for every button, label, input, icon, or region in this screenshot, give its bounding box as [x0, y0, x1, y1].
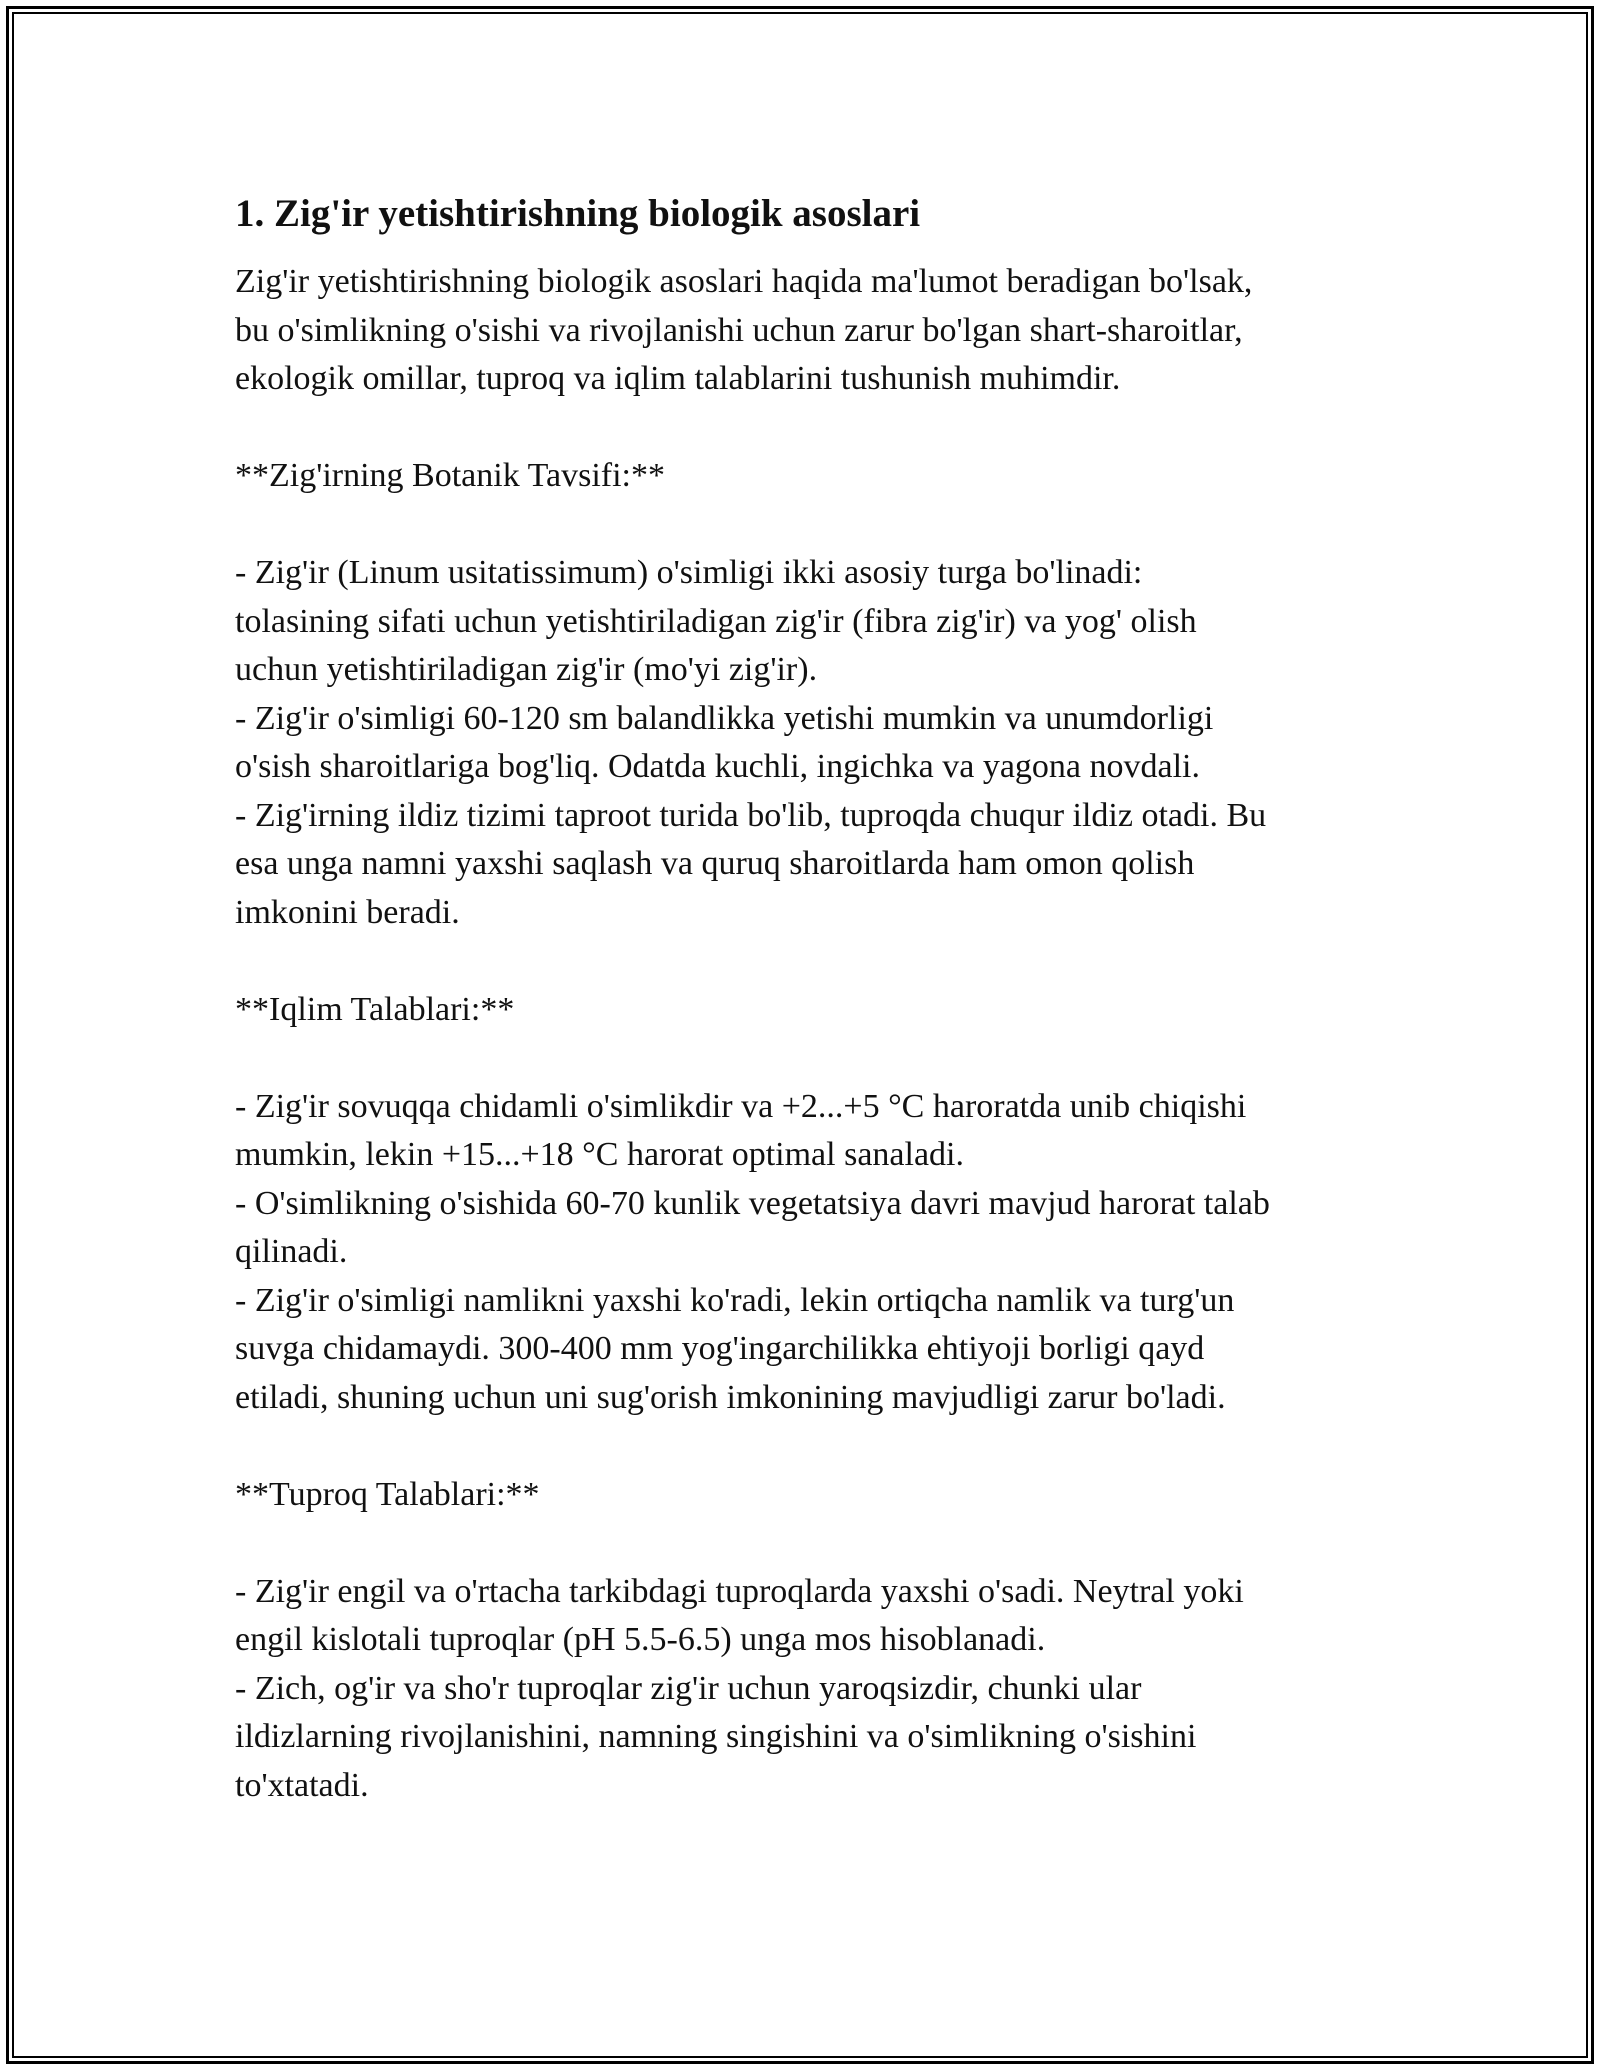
text-line: ildizlarning rivojlanishini, namning singishini va o'simlikning o'sishini: [235, 1718, 1197, 1755]
text-line: uchun yetishtiriladigan zig'ir (mo'yi zig'ir).: [235, 651, 818, 688]
text-line: - Zich, og'ir va sho'r tuproqlar zig'ir uchun yaroqsizdir, chunki ular: [235, 1669, 1142, 1707]
text-line: suvga chidamaydi. 300-400 mm yog'ingarchilikka ehtiyoji borligi qayd: [235, 1330, 1205, 1367]
text-line: mumkin, lekin +15...+18 °C harorat optimal sanaladi.: [235, 1136, 964, 1173]
text-line: bu o'simlikning o'sishi va rivojlanishi uchun zarur bo'lgan shart-sharoitlar,: [235, 311, 1243, 349]
paragraph-gap: [235, 1034, 1375, 1083]
paragraph-gap: [235, 501, 1375, 550]
text-line: - Zig'ir sovuqqa chidamli o'simlikdir va +2...+5 °C haroratda unib chiqishi: [235, 1087, 1247, 1125]
paragraph-gap: [235, 1519, 1375, 1568]
tuproq-paragraph: [235, 1568, 1375, 1811]
tuproq-title: **Tuproq Talablari:**: [235, 1475, 540, 1513]
text-line: engil kislotali tuproqlar (pH 5.5-6.5) unga mos hisoblanadi.: [235, 1621, 1046, 1658]
paragraph-gap: [235, 937, 1375, 986]
text-line: to'xtatadi.: [235, 1766, 369, 1804]
document-body: [235, 186, 1375, 1810]
text-line: qilinadi.: [235, 1233, 348, 1270]
text-line: - Zig'ir (Linum usitatissimum) o'simligi ikki asosiy turga bo'linadi:: [235, 554, 1143, 591]
botanik-title: **Zig'irning Botanik Tavsifi:**: [235, 457, 665, 494]
text-line: esa unga namni yaxshi saqlash va quruq sharoitlarda ham omon qolish: [235, 845, 1195, 882]
text-line: tolasining sifati uchun yetishtiriladigan zig'ir (fibra zig'ir) va yog' olish: [235, 602, 1197, 640]
text-line: - Zig'ir o'simligi 60-120 sm balandlikka yetishi mumkin va unumdorligi: [235, 699, 1214, 737]
iqlim-paragraph: [235, 1083, 1375, 1423]
paragraph-gap: [235, 1422, 1375, 1471]
intro-paragraph: [235, 258, 1375, 404]
text-line: o'sish sharoitlariga bog'liq. Odatda kuchli, ingichka va yagona novdali.: [235, 748, 1200, 785]
text-line: - O'simlikning o'sishida 60-70 kunlik vegetatsiya davri mavjud harorat talab: [235, 1184, 1270, 1222]
text-line: etiladi, shuning uchun uni sug'orish imkonining mavjudligi zarur bo'ladi.: [235, 1378, 1226, 1416]
text-line: ekologik omillar, tuproq va iqlim talablarini tushunish muhimdir.: [235, 360, 1121, 397]
text-line: - Zig'irning ildiz tizimi taproot turida bo'lib, tuproqda chuqur ildiz otadi. Bu: [235, 796, 1267, 834]
iqlim-title: **Iqlim Talablari:**: [235, 990, 515, 1028]
paragraph-gap: [235, 404, 1375, 453]
text-line: imkonini beradi.: [235, 893, 460, 931]
text-line: - Zig'ir o'simligi namlikni yaxshi ko'radi, lekin ortiqcha namlik va turg'un: [235, 1281, 1235, 1319]
text-line: Zig'ir yetishtirishning biologik asoslari haqida ma'lumot beradigan bo'lsak,: [235, 263, 1253, 300]
section-heading: 1. Zig'ir yetishtirishning biologik asoslari: [235, 192, 921, 235]
botanik-paragraph: [235, 549, 1375, 937]
text-line: - Zig'ir engil va o'rtacha tarkibdagi tuproqlarda yaxshi o'sadi. Neytral yoki: [235, 1572, 1244, 1610]
